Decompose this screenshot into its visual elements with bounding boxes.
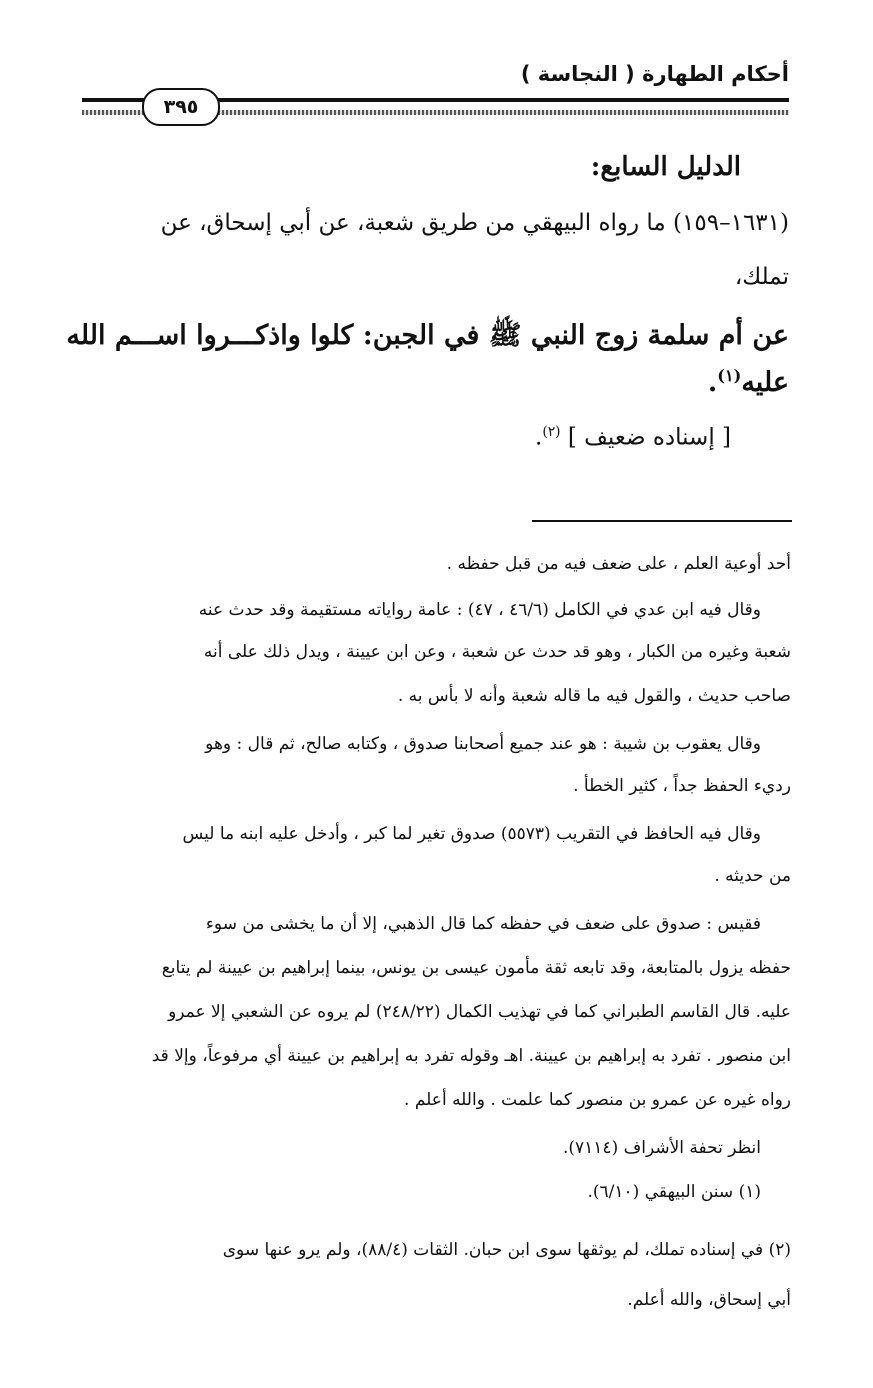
footnote-line: عليه. قال القاسم الطبراني كما في تهذيب الكمال (٢٤٨/٢٢) لم يروه عن الشعبي إلا عمرو xyxy=(168,1002,791,1022)
section-heading: الدليل السابع: xyxy=(590,152,741,182)
footnote-line: رديء الحفظ جداً ، كثير الخطأ . xyxy=(573,776,791,796)
grade-text: [ إسناده ضعيف ] xyxy=(567,424,731,451)
grade-line: [ إسناده ضعيف ] $^{(٢)}$. xyxy=(535,424,731,451)
hadith-number-line: (١٦٣١–١٥٩) ما رواه البيهقي من طريق شعبة، عن أبي إسحاق، عن xyxy=(160,210,789,236)
running-header-title: أحكام الطهارة ( النجاسة ) xyxy=(520,62,789,86)
narrator-line: تملك، xyxy=(734,264,789,290)
hadith-text-line-1: عن أم سلمة زوج النبي ﷺ في الجبن: كلوا واذكـــروا اســـم الله xyxy=(66,320,789,351)
hadith-text-line-2: عليه$^{(١)}$. xyxy=(707,366,789,398)
footnote-line: ابن منصور . تفرد به إبراهيم بن عيينة. اهـ وقوله تفرد به إبراهيم بن عيينة أي مرفوعاً، وإلا قد xyxy=(151,1046,791,1066)
footnote-separator xyxy=(532,520,792,522)
footnote-line: وقال فيه ابن عدي في الكامل (٤٦/٦ ، ٤٧) : عامة رواياته مستقيمة وقد حدث عنه xyxy=(198,600,761,620)
footnote-line: وقال فيه الحافظ في التقريب (٥٥٧٣) صدوق تغير لما كبر ، وأدخل عليه ابنه ما ليس xyxy=(182,824,761,844)
footnote-2-continued: أبي إسحاق، والله أعلم. xyxy=(627,1290,791,1310)
footnote-line: انظر تحفة الأشراف (٧١١٤). xyxy=(562,1138,761,1158)
footnote-1: (١) سنن البيهقي (٦/١٠). xyxy=(587,1182,761,1202)
footnote-ref-1: (١) xyxy=(717,366,742,385)
footnote-line: أحد أوعية العلم ، على ضعف فيه من قبل حفظه . xyxy=(446,554,791,574)
footnote-line: شعبة وغيره من الكبار ، وهو قد حدث عن شعبة ، وعن ابن عيينة ، ويدل ذلك على أنه xyxy=(203,642,791,662)
footnote-ref-2: (٢) xyxy=(542,424,561,440)
footnote-line: صاحب حديث ، والقول فيه ما قاله شعبة وأنه لا بأس به . xyxy=(397,686,791,706)
page-number: ٣٩٥ xyxy=(142,88,220,126)
footnote-line: فقيس : صدوق على ضعف في حفظه كما قال الذهبي، إلا أن ما يخشى من سوء xyxy=(205,914,761,934)
hadith-text-end: عليه xyxy=(741,367,789,398)
footnote-line: من حديثه . xyxy=(714,866,791,886)
footnote-line: حفظه يزول بالمتابعة، وقد تابعه ثقة مأمون عيسى بن يونس، بينما إبراهيم بن عيينة لم يتابع xyxy=(161,958,791,978)
footnote-line: وقال يعقوب بن شيبة : هو عند جميع أصحابنا صدوق ، وكتابه صالح، ثم قال : وهو xyxy=(205,734,761,754)
footnote-2: (٢) في إسناده تملك، لم يوثقها سوى ابن حبان. الثقات (٨٨/٤)، ولم يرو عنها سوى xyxy=(222,1240,791,1260)
footnote-line: رواه غيره عن عمرو بن منصور كما علمت . والله أعلم . xyxy=(404,1090,791,1110)
